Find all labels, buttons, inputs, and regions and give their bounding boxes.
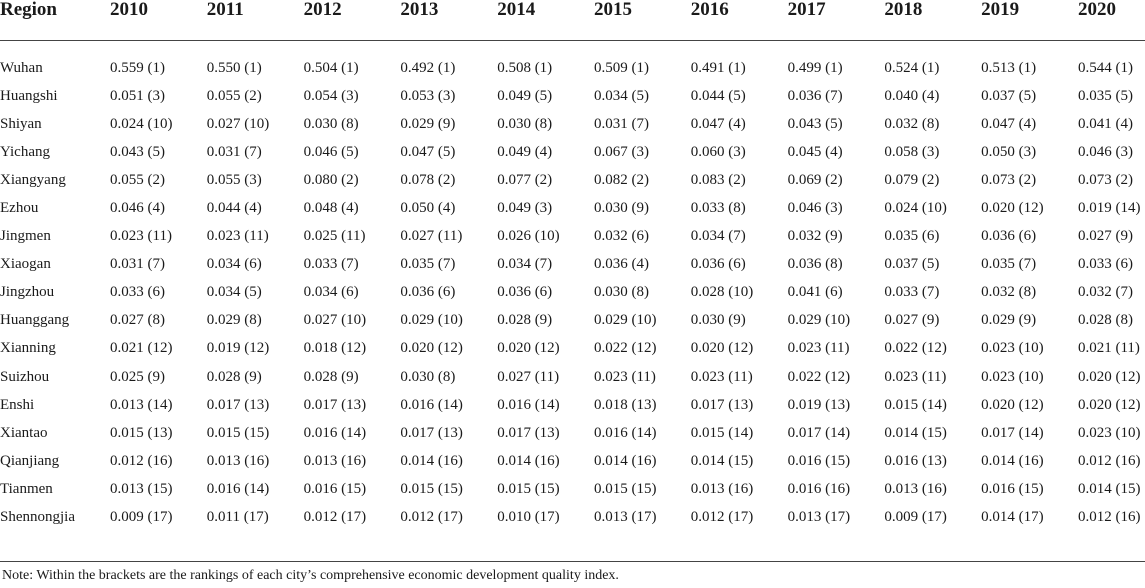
value-cell: 0.036 (6) [690, 256, 746, 273]
value-cell: 0.077 (2) [497, 171, 553, 188]
value-cell: 0.054 (3) [303, 87, 359, 104]
value-cell: 0.034 (6) [206, 256, 262, 273]
value-cell: 0.079 (2) [884, 171, 940, 188]
value-cell: 0.013 (15) [110, 480, 173, 497]
table-row [0, 279, 1145, 307]
value-cell: 0.023 (11) [593, 368, 656, 385]
column-header-year: 2014 [497, 0, 536, 20]
value-cell: 0.513 (1) [981, 59, 1037, 76]
value-cell: 0.016 (15) [303, 480, 367, 497]
value-cell: 0.013 (17) [787, 509, 851, 526]
table-row [0, 335, 1145, 363]
value-cell: 0.030 (9) [593, 200, 649, 217]
value-cell: 0.016 (15) [981, 480, 1044, 497]
value-cell: 0.080 (2) [303, 171, 359, 188]
value-cell: 0.020 (12) [1077, 368, 1141, 385]
value-cell: 0.027 (9) [884, 312, 940, 329]
region-cell: Huanggang [0, 312, 70, 329]
value-cell: 0.032 (9) [787, 228, 843, 245]
value-cell: 0.060 (3) [690, 143, 746, 160]
value-cell: 0.035 (7) [981, 256, 1037, 273]
column-header-year: 2015 [593, 0, 632, 20]
value-cell: 0.524 (1) [884, 59, 940, 76]
value-cell: 0.027 (9) [1077, 228, 1133, 245]
column-header-year: 2019 [981, 0, 1020, 20]
value-cell: 0.017 (13) [400, 424, 463, 441]
column-header-year: 2012 [303, 0, 342, 20]
column-header-year: 2017 [787, 0, 826, 20]
value-cell: 0.025 (9) [110, 368, 165, 385]
table-row [0, 82, 1145, 110]
value-cell: 0.009 (17) [884, 509, 947, 526]
value-cell: 0.016 (14) [400, 396, 463, 413]
table-row [0, 447, 1145, 475]
value-cell: 0.018 (13) [593, 396, 657, 413]
value-cell: 0.018 (12) [303, 340, 367, 357]
value-cell: 0.020 (12) [497, 340, 560, 357]
table-row [0, 504, 1145, 536]
value-cell: 0.016 (14) [206, 480, 270, 497]
value-cell: 0.046 (3) [787, 200, 843, 217]
value-cell: 0.022 (12) [593, 340, 657, 357]
value-cell: 0.020 (12) [400, 340, 463, 357]
value-cell: 0.034 (7) [497, 256, 553, 273]
value-cell: 0.047 (4) [690, 115, 746, 132]
value-cell: 0.024 (10) [884, 200, 947, 217]
table-row [0, 391, 1145, 419]
value-cell: 0.044 (4) [206, 200, 262, 217]
value-cell: 0.017 (13) [497, 424, 560, 441]
value-cell: 0.012 (17) [400, 509, 463, 526]
value-cell: 0.031 (7) [593, 115, 649, 132]
value-cell: 0.012 (16) [1077, 509, 1141, 526]
value-cell: 0.559 (1) [110, 59, 165, 76]
value-cell: 0.014 (15) [690, 452, 754, 469]
value-cell: 0.046 (3) [1077, 143, 1133, 160]
value-cell: 0.015 (15) [400, 480, 463, 497]
value-cell: 0.012 (17) [690, 509, 754, 526]
value-cell: 0.020 (12) [1077, 396, 1141, 413]
region-cell: Shiyan [0, 115, 42, 132]
value-cell: 0.033 (7) [884, 284, 940, 301]
value-cell: 0.023 (10) [1077, 424, 1141, 441]
value-cell: 0.012 (17) [303, 509, 367, 526]
region-cell: Enshi [0, 396, 35, 413]
value-cell: 0.036 (6) [497, 284, 553, 301]
region-cell: Jingzhou [0, 284, 55, 301]
column-header-year: 2016 [690, 0, 729, 20]
value-cell: 0.030 (8) [400, 368, 456, 385]
value-cell: 0.030 (8) [593, 284, 649, 301]
value-cell: 0.055 (3) [206, 171, 262, 188]
value-cell: 0.043 (5) [110, 143, 165, 160]
value-cell: 0.013 (17) [593, 509, 657, 526]
value-cell: 0.023 (11) [884, 368, 947, 385]
value-cell: 0.027 (10) [206, 115, 270, 132]
value-cell: 0.034 (5) [593, 87, 649, 104]
value-cell: 0.027 (8) [110, 312, 165, 329]
value-cell: 0.047 (4) [981, 115, 1037, 132]
value-cell: 0.550 (1) [206, 59, 262, 76]
value-cell: 0.014 (17) [981, 509, 1044, 526]
value-cell: 0.014 (16) [400, 452, 463, 469]
value-cell: 0.016 (13) [884, 452, 947, 469]
value-cell: 0.037 (5) [981, 87, 1037, 104]
value-cell: 0.017 (13) [690, 396, 754, 413]
value-cell: 0.544 (1) [1077, 59, 1133, 76]
value-cell: 0.044 (5) [690, 87, 746, 104]
value-cell: 0.017 (13) [206, 396, 270, 413]
value-cell: 0.036 (6) [400, 284, 456, 301]
value-cell: 0.036 (4) [593, 256, 649, 273]
value-cell: 0.029 (9) [981, 312, 1037, 329]
value-cell: 0.028 (9) [497, 312, 553, 329]
value-cell: 0.015 (15) [593, 480, 657, 497]
value-cell: 0.019 (12) [206, 340, 270, 357]
value-cell: 0.045 (4) [787, 143, 843, 160]
column-header-year: 2010 [110, 0, 148, 20]
value-cell: 0.491 (1) [690, 59, 746, 76]
header-row [0, 0, 1145, 41]
table-row [0, 363, 1145, 391]
value-cell: 0.015 (13) [110, 424, 173, 441]
value-cell: 0.049 (4) [497, 143, 553, 160]
region-cell: Qianjiang [0, 452, 60, 469]
column-header-year: 2011 [206, 0, 244, 20]
value-cell: 0.049 (3) [497, 200, 553, 217]
value-cell: 0.028 (8) [1077, 312, 1133, 329]
value-cell: 0.058 (3) [884, 143, 940, 160]
value-cell: 0.023 (10) [981, 368, 1044, 385]
value-cell: 0.036 (6) [981, 228, 1037, 245]
value-cell: 0.043 (5) [787, 115, 843, 132]
region-cell: Shennongjia [0, 509, 75, 526]
region-cell: Xianning [0, 340, 56, 357]
value-cell: 0.067 (3) [593, 143, 649, 160]
value-cell: 0.035 (5) [1077, 87, 1133, 104]
value-cell: 0.025 (11) [303, 228, 366, 245]
table-row [0, 166, 1145, 194]
value-cell: 0.033 (8) [690, 200, 746, 217]
table-note: Note: Within the brackets are the rankings of each city’s comprehensive economic development quality index. [2, 568, 619, 583]
value-cell: 0.029 (10) [400, 312, 463, 329]
value-cell: 0.055 (2) [110, 171, 165, 188]
value-cell: 0.051 (3) [110, 87, 165, 104]
value-cell: 0.028 (10) [690, 284, 754, 301]
value-cell: 0.020 (12) [981, 396, 1044, 413]
value-cell: 0.030 (9) [690, 312, 746, 329]
value-cell: 0.020 (12) [690, 340, 754, 357]
value-cell: 0.015 (14) [884, 396, 947, 413]
value-cell: 0.022 (12) [787, 368, 851, 385]
value-cell: 0.015 (15) [206, 424, 270, 441]
value-cell: 0.023 (11) [787, 340, 850, 357]
value-cell: 0.024 (10) [110, 115, 173, 132]
value-cell: 0.032 (8) [884, 115, 940, 132]
value-cell: 0.012 (16) [1077, 452, 1141, 469]
value-cell: 0.013 (16) [884, 480, 947, 497]
value-cell: 0.073 (2) [1077, 171, 1133, 188]
value-cell: 0.016 (14) [593, 424, 657, 441]
column-header-region: Region [0, 0, 57, 20]
value-cell: 0.021 (11) [1077, 340, 1140, 357]
value-cell: 0.019 (13) [787, 396, 851, 413]
value-cell: 0.035 (7) [400, 256, 456, 273]
region-cell: Tianmen [0, 480, 53, 497]
value-cell: 0.023 (11) [206, 228, 269, 245]
value-cell: 0.009 (17) [110, 509, 173, 526]
table-row [0, 475, 1145, 503]
value-cell: 0.050 (4) [400, 200, 456, 217]
value-cell: 0.014 (15) [884, 424, 947, 441]
value-cell: 0.509 (1) [593, 59, 649, 76]
value-cell: 0.041 (4) [1077, 115, 1133, 132]
value-cell: 0.508 (1) [497, 59, 553, 76]
value-cell: 0.034 (5) [206, 284, 262, 301]
region-cell: Wuhan [0, 59, 43, 76]
value-cell: 0.082 (2) [593, 171, 649, 188]
value-cell: 0.015 (15) [497, 480, 560, 497]
value-cell: 0.029 (10) [593, 312, 657, 329]
value-cell: 0.016 (16) [787, 480, 851, 497]
table-header [0, 0, 1145, 41]
bottom-rule [0, 561, 1145, 562]
value-cell: 0.028 (9) [206, 368, 262, 385]
value-cell: 0.048 (4) [303, 200, 359, 217]
region-cell: Yichang [0, 143, 50, 160]
value-cell: 0.046 (4) [110, 200, 165, 217]
value-cell: 0.029 (9) [400, 115, 456, 132]
value-cell: 0.083 (2) [690, 171, 746, 188]
table-row [0, 110, 1145, 138]
value-cell: 0.035 (6) [884, 228, 940, 245]
value-cell: 0.014 (16) [981, 452, 1044, 469]
region-cell: Xiantao [0, 424, 48, 441]
value-cell: 0.020 (12) [981, 200, 1044, 217]
spacer-row [0, 41, 1145, 55]
value-cell: 0.015 (14) [690, 424, 754, 441]
value-cell: 0.049 (5) [497, 87, 553, 104]
value-cell: 0.010 (17) [497, 509, 560, 526]
value-cell: 0.023 (10) [981, 340, 1044, 357]
value-cell: 0.073 (2) [981, 171, 1037, 188]
value-cell: 0.017 (13) [303, 396, 367, 413]
region-cell: Xiaogan [0, 256, 51, 273]
column-header-year: 2020 [1077, 0, 1116, 20]
value-cell: 0.050 (3) [981, 143, 1037, 160]
value-cell: 0.026 (10) [497, 228, 560, 245]
value-cell: 0.013 (16) [206, 452, 270, 469]
value-cell: 0.011 (17) [206, 509, 269, 526]
value-cell: 0.028 (9) [303, 368, 359, 385]
region-cell: Xiangyang [0, 171, 66, 188]
column-header-year: 2013 [400, 0, 439, 20]
value-cell: 0.030 (8) [303, 115, 359, 132]
table-body [0, 41, 1145, 536]
table-row [0, 138, 1145, 166]
value-cell: 0.023 (11) [110, 228, 172, 245]
value-cell: 0.034 (6) [303, 284, 359, 301]
value-cell: 0.033 (7) [303, 256, 359, 273]
value-cell: 0.055 (2) [206, 87, 262, 104]
value-cell: 0.037 (5) [884, 256, 940, 273]
value-cell: 0.027 (11) [400, 228, 463, 245]
value-cell: 0.492 (1) [400, 59, 456, 76]
table-row [0, 419, 1145, 447]
value-cell: 0.030 (8) [497, 115, 553, 132]
value-cell: 0.017 (14) [981, 424, 1044, 441]
value-cell: 0.047 (5) [400, 143, 456, 160]
value-cell: 0.016 (15) [787, 452, 851, 469]
value-cell: 0.041 (6) [787, 284, 843, 301]
value-cell: 0.021 (12) [110, 340, 173, 357]
region-cell: Ezhou [0, 200, 39, 217]
value-cell: 0.032 (8) [981, 284, 1037, 301]
value-cell: 0.029 (8) [206, 312, 262, 329]
value-cell: 0.046 (5) [303, 143, 359, 160]
value-cell: 0.016 (14) [303, 424, 367, 441]
value-cell: 0.031 (7) [206, 143, 262, 160]
column-header-year: 2018 [884, 0, 923, 20]
value-cell: 0.033 (6) [1077, 256, 1133, 273]
table-row [0, 194, 1145, 222]
value-cell: 0.027 (10) [303, 312, 367, 329]
region-cell: Jingmen [0, 228, 51, 245]
value-cell: 0.014 (16) [497, 452, 560, 469]
value-cell: 0.013 (14) [110, 396, 173, 413]
table-row [0, 54, 1145, 82]
value-cell: 0.016 (14) [497, 396, 560, 413]
value-cell: 0.014 (15) [1077, 480, 1141, 497]
value-cell: 0.040 (4) [884, 87, 940, 104]
value-cell: 0.499 (1) [787, 59, 843, 76]
value-cell: 0.036 (8) [787, 256, 843, 273]
value-cell: 0.033 (6) [110, 284, 165, 301]
value-cell: 0.053 (3) [400, 87, 456, 104]
value-cell: 0.031 (7) [110, 256, 165, 273]
region-cell: Suizhou [0, 368, 50, 385]
region-cell: Huangshi [0, 87, 58, 104]
value-cell: 0.032 (6) [593, 228, 649, 245]
value-cell: 0.069 (2) [787, 171, 843, 188]
value-cell: 0.078 (2) [400, 171, 456, 188]
value-cell: 0.504 (1) [303, 59, 359, 76]
table-row [0, 223, 1145, 251]
value-cell: 0.012 (16) [110, 452, 173, 469]
value-cell: 0.023 (11) [690, 368, 753, 385]
table-row [0, 251, 1145, 279]
value-cell: 0.014 (16) [593, 452, 657, 469]
value-cell: 0.019 (14) [1077, 200, 1141, 217]
value-cell: 0.034 (7) [690, 228, 746, 245]
value-cell: 0.017 (14) [787, 424, 851, 441]
value-cell: 0.032 (7) [1077, 284, 1133, 301]
table-row [0, 307, 1145, 335]
value-cell: 0.013 (16) [303, 452, 367, 469]
value-cell: 0.013 (16) [690, 480, 754, 497]
value-cell: 0.036 (7) [787, 87, 843, 104]
value-cell: 0.029 (10) [787, 312, 851, 329]
value-cell: 0.027 (11) [497, 368, 560, 385]
value-cell: 0.022 (12) [884, 340, 947, 357]
